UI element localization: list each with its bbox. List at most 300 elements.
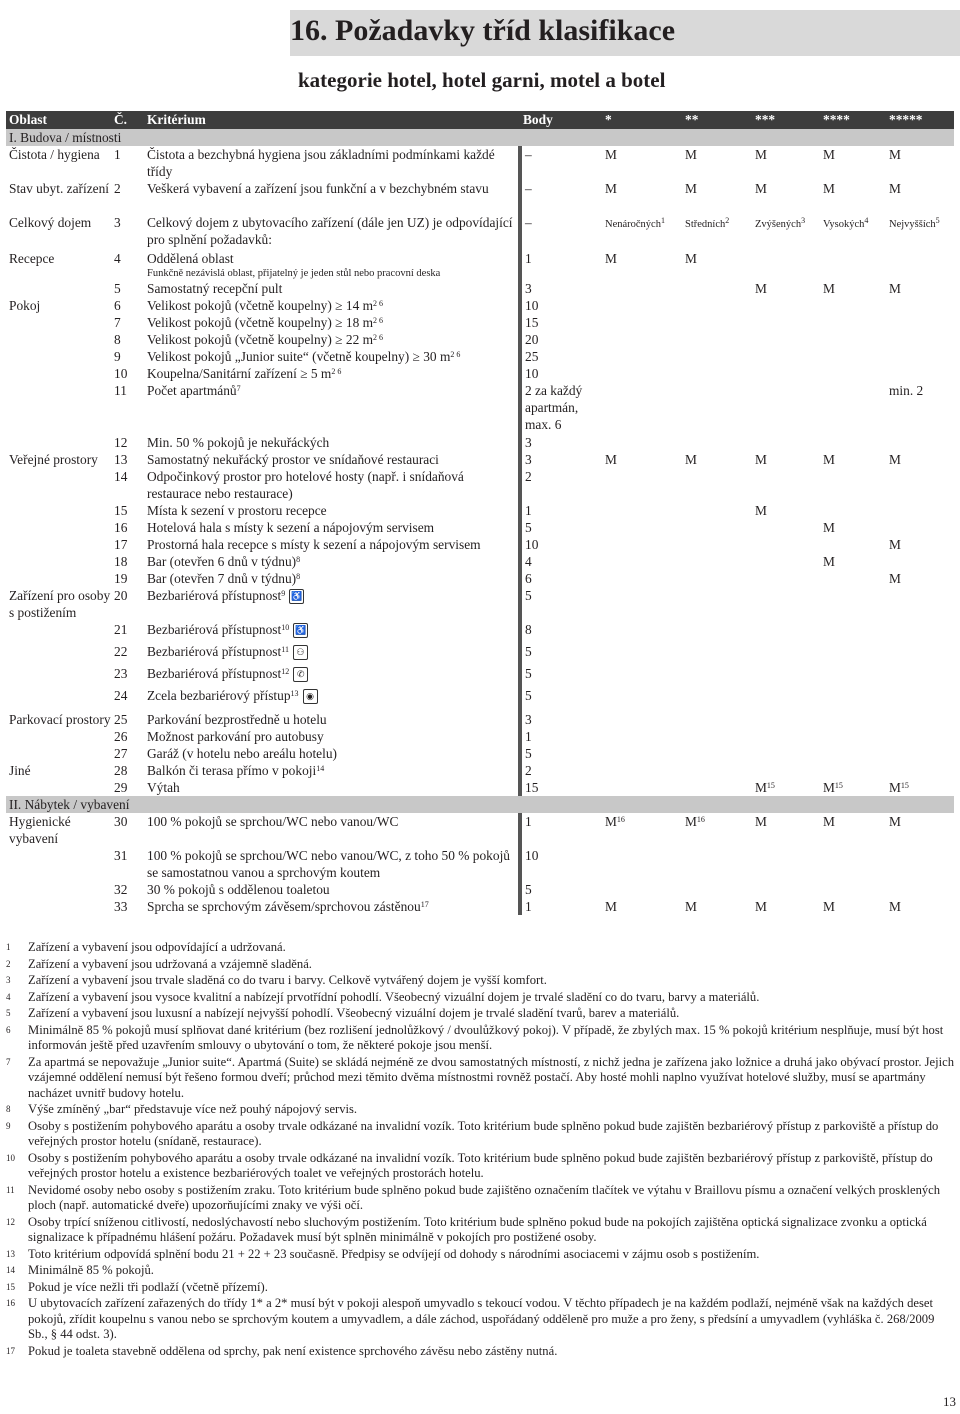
cell-body	[520, 250, 602, 280]
cell-body	[520, 779, 602, 796]
cell-value: 10	[525, 537, 539, 552]
col-header: Č.	[111, 111, 144, 129]
cell-s3	[752, 687, 820, 711]
cell-s4	[820, 728, 886, 745]
cell-value: 33	[114, 899, 128, 914]
footnote-number: 16	[6, 1298, 15, 1308]
footnote-ref: 8	[296, 572, 301, 581]
criterion-text: Bezbariérová přístupnost	[147, 644, 282, 659]
cell-value: 12	[114, 435, 128, 450]
footnote	[6, 1183, 954, 1214]
footnote	[6, 1151, 954, 1182]
cell-s4	[820, 643, 886, 665]
chapter-title-bar	[290, 10, 960, 56]
cell-krit	[144, 687, 520, 711]
cell-s2	[682, 451, 752, 468]
cell-s2	[682, 587, 752, 621]
cell-value: 10	[525, 298, 539, 313]
footnote-ref: 14	[316, 764, 325, 773]
cell-value: M	[889, 571, 901, 586]
cell-value: 15	[525, 780, 539, 795]
table-row	[6, 314, 954, 331]
cell-oblast	[6, 728, 111, 745]
cell-s2	[682, 745, 752, 762]
cell-value: 32	[114, 882, 128, 897]
cell-no	[111, 468, 144, 502]
cell-s2	[682, 214, 752, 250]
criterion-text: Oddělená oblast	[147, 251, 234, 266]
cell-value: 20	[525, 332, 539, 347]
cell-s1	[602, 434, 682, 451]
cell-no	[111, 382, 144, 434]
cell-value: Čistota / hygiena	[9, 147, 100, 162]
footnote-number: 15	[6, 1281, 15, 1292]
cell-no	[111, 214, 144, 250]
criterion-text: Veškerá vybavení a zařízení jsou funkční a v bezchybném stavu	[147, 181, 489, 196]
cell-value: 14	[114, 469, 128, 484]
table-row	[6, 687, 954, 711]
cell-s5	[886, 180, 954, 214]
cell-s4	[820, 382, 886, 434]
cell-s3	[752, 451, 820, 468]
cell-no	[111, 621, 144, 643]
criterion-text: Počet apartmánů	[147, 383, 237, 398]
footnote-number: 6	[6, 1024, 11, 1035]
cell-no	[111, 643, 144, 665]
criterion-text: Místa k sezení v prostoru recepce	[147, 503, 327, 518]
cell-s1	[602, 297, 682, 314]
cell-value: 21	[114, 622, 128, 637]
cell-s2	[682, 502, 752, 519]
cell-value: 1	[525, 729, 532, 744]
table-row	[6, 348, 954, 365]
cell-value: Hygienické vybavení	[9, 814, 71, 846]
cell-body	[520, 728, 602, 745]
cell-value: M	[889, 899, 901, 914]
cell-s1	[602, 728, 682, 745]
cell-no	[111, 451, 144, 468]
cell-s1	[602, 365, 682, 382]
cell-body	[520, 146, 602, 180]
cell-s3	[752, 643, 820, 665]
cell-s5	[886, 881, 954, 898]
cell-s2	[682, 779, 752, 796]
cell-no	[111, 536, 144, 553]
footnote-ref: 16	[616, 815, 625, 824]
cell-krit	[144, 365, 520, 382]
table-row	[6, 745, 954, 762]
cell-s4	[820, 587, 886, 621]
cell-s5	[886, 762, 954, 779]
cell-s3	[752, 382, 820, 434]
cell-body	[520, 687, 602, 711]
cell-value: 26	[114, 729, 128, 744]
cell-no	[111, 502, 144, 519]
footnote-text: Minimálně 85 % pokojů musí splňovat dané kritérium (bez rozlišení jednolůžkový / dvoulůžkový pokoj). V případě, že zbylých max. 15 % pokojů kritérium nesplňuje, musí být host informován ještě před uzavřením smlouvy o ubytování o tom, že některé pokoje jsou menší.	[28, 1022, 944, 1052]
cell-body	[520, 665, 602, 687]
criterion-text: Sprcha se sprchovým závěsem/sprchovou zástěnou	[147, 899, 421, 914]
criterion-text: Zcela bezbariérový přístup	[147, 688, 291, 703]
footnote-text: Zařízení a vybavení jsou luxusní a nabízejí nejvyšší pohodlí. Všeobecný vizuální dojem je trvalé sladění tvarů, barev a materiálů.	[28, 1006, 680, 1020]
footnote-text: Osoby s postižením pohybového aparátu a osoby trvale odkázané na invalidní vozík. Toto kritérium bude splněno pokud bude zajištěn bezbariérový přístup z parkoviště a přístup do veřejných prostor hotelu (snídaně, restaurace).	[28, 1118, 939, 1148]
cell-s5	[886, 331, 954, 348]
cell-s1	[602, 745, 682, 762]
criterion-text: Možnost parkování pro autobusy	[147, 729, 324, 744]
cell-oblast	[6, 502, 111, 519]
cell-oblast	[6, 331, 111, 348]
footnote-ref: 10	[281, 623, 290, 632]
footnote-number: 8	[6, 1104, 11, 1114]
footnote-text: Výše zmíněný „bar“ představuje více než pouhý nápojový servis.	[28, 1102, 358, 1116]
cell-s3	[752, 553, 820, 570]
cell-value: Recepce	[9, 251, 55, 266]
footnote	[6, 1263, 954, 1279]
cell-value: 15	[114, 503, 128, 518]
criterion-text: Bezbariérová přístupnost	[147, 622, 282, 637]
footnote-ref: 15	[766, 781, 775, 790]
cell-value: Pokoj	[9, 298, 41, 313]
footnote-ref: 9	[281, 589, 286, 598]
cell-value: 7	[114, 315, 121, 330]
footnote	[6, 990, 954, 1006]
cell-value: 8	[114, 332, 121, 347]
table-row	[6, 502, 954, 519]
footnote	[6, 1296, 954, 1343]
table-row	[6, 434, 954, 451]
criterion-text: Čistota a bezchybná hygiena jsou základními podmínkami každé třídy	[147, 147, 495, 179]
cell-s1	[602, 536, 682, 553]
cell-s5	[886, 728, 954, 745]
table-row	[6, 570, 954, 587]
table-row	[6, 451, 954, 468]
col-header: *	[602, 111, 682, 129]
table-row	[6, 297, 954, 314]
cell-s4	[820, 745, 886, 762]
footnote-ref: 16	[696, 815, 705, 824]
cell-value: 1	[525, 503, 532, 518]
criterion-text: Hotelová hala s místy k sezení a nápojovým servisem	[147, 520, 435, 535]
cell-s5	[886, 536, 954, 553]
cell-value: M	[755, 181, 767, 196]
cell-s4	[820, 180, 886, 214]
table-row	[6, 536, 954, 553]
cell-s5	[886, 711, 954, 728]
table-row	[6, 250, 954, 280]
cell-s5	[886, 451, 954, 468]
cell-value: 2	[114, 181, 121, 196]
cell-s2	[682, 331, 752, 348]
cell-value: 16	[114, 520, 128, 535]
cell-value: 4	[114, 251, 121, 266]
table-row	[6, 180, 954, 214]
cell-s2	[682, 536, 752, 553]
cell-s4	[820, 468, 886, 502]
cell-s2	[682, 643, 752, 665]
cell-s5	[886, 813, 954, 847]
cell-body	[520, 711, 602, 728]
cell-body	[520, 502, 602, 519]
cell-s1	[602, 146, 682, 180]
footnote-ref: 8	[296, 555, 301, 564]
cell-body	[520, 180, 602, 214]
footnote-text: Za apartmá se nepovažuje „Junior suite“. Apartmá (Suite) se skládá nejméně ze dvou samostatných místností, z nichž jedna je zařízena jako ložnice a druhá jako obývací prostor. Jejich vzájemné oddělení nemusí být řešeno formou dveří; průchod mezi těmito dvěma místnostmi rovněž postačí. Aby hosté mohli naplno využívat hotelové služby, musí se apartmány nacházet uvnitř budovy hotelu.	[28, 1054, 955, 1100]
cell-s3	[752, 519, 820, 536]
cell-s2	[682, 468, 752, 502]
cell-body	[520, 643, 602, 665]
table-row	[6, 665, 954, 687]
cell-value: M	[605, 251, 617, 266]
cell-value: 22	[114, 644, 128, 659]
cell-s4	[820, 451, 886, 468]
cell-oblast	[6, 250, 111, 280]
footnote-text: Minimálně 85 % pokojů.	[28, 1263, 154, 1277]
cell-value: 27	[114, 746, 128, 761]
footnote	[6, 1006, 954, 1022]
footnote-ref: 13	[290, 689, 299, 698]
cell-value: 11	[114, 383, 127, 398]
cell-s3	[752, 502, 820, 519]
cell-value: 10	[525, 848, 539, 863]
table-row	[6, 779, 954, 796]
footnote-ref: 2 6	[450, 350, 461, 359]
table-row	[6, 146, 954, 180]
cell-s4	[820, 434, 886, 451]
footnote	[6, 1247, 954, 1263]
cell-s2	[682, 250, 752, 280]
footnote-number: 17	[6, 1345, 15, 1356]
cell-s4	[820, 348, 886, 365]
table-row	[6, 621, 954, 643]
footnote-ref: 4	[864, 216, 869, 225]
cell-value: 18	[114, 554, 128, 569]
cell-value: 5	[114, 281, 121, 296]
cell-s3	[752, 331, 820, 348]
cell-value: Nenáročných	[605, 219, 661, 230]
footnote	[6, 1023, 954, 1054]
table-row	[6, 847, 954, 881]
cell-s5	[886, 847, 954, 881]
cell-value: –	[525, 215, 532, 230]
cell-body	[520, 898, 602, 915]
cell-value: 5	[525, 588, 532, 603]
cell-body	[520, 365, 602, 382]
criterion-text: Bar (otevřen 6 dnů v týdnu)	[147, 554, 297, 569]
cell-s1	[602, 665, 682, 687]
cell-s4	[820, 314, 886, 331]
cell-value: M	[605, 181, 617, 196]
cell-value: M	[605, 899, 617, 914]
cell-s4	[820, 553, 886, 570]
cell-oblast	[6, 687, 111, 711]
criterion-text: Velikost pokojů (včetně koupelny) ≥ 18 m	[147, 315, 374, 330]
cell-s5	[886, 297, 954, 314]
criterion-text: Balkón či terasa přímo v pokoji	[147, 763, 317, 778]
cell-oblast	[6, 348, 111, 365]
cell-s4	[820, 502, 886, 519]
cell-krit	[144, 728, 520, 745]
cell-value: M	[755, 899, 767, 914]
cell-value: 2	[525, 469, 532, 484]
cell-value: Veřejné prostory	[9, 452, 98, 467]
cell-no	[111, 762, 144, 779]
cell-s2	[682, 570, 752, 587]
table-row	[6, 331, 954, 348]
cell-s4	[820, 762, 886, 779]
table-row	[6, 711, 954, 728]
cell-krit	[144, 621, 520, 643]
cell-value: –	[525, 181, 532, 196]
cell-oblast	[6, 519, 111, 536]
cell-oblast	[6, 146, 111, 180]
cell-s2	[682, 382, 752, 434]
cell-value: 1	[114, 147, 121, 162]
cell-s4	[820, 687, 886, 711]
cell-value: M	[823, 899, 835, 914]
cell-krit	[144, 348, 520, 365]
footnote-text: Zařízení a vybavení jsou udržovaná a vzájemně sladěná.	[28, 956, 312, 971]
cell-krit	[144, 665, 520, 687]
cell-no	[111, 745, 144, 762]
cell-s4	[820, 881, 886, 898]
cell-s1	[602, 687, 682, 711]
cell-value: M	[755, 780, 767, 795]
footnote-ref: 2	[725, 216, 730, 225]
cell-s5	[886, 434, 954, 451]
footnote-ref: 15	[834, 781, 843, 790]
cell-s3	[752, 180, 820, 214]
col-header: Body	[520, 111, 602, 129]
cell-value: M	[605, 147, 617, 162]
cell-s5	[886, 250, 954, 280]
criterion-text: Bezbariérová přístupnost	[147, 666, 282, 681]
cell-body	[520, 553, 602, 570]
cell-s3	[752, 314, 820, 331]
cell-s2	[682, 898, 752, 915]
footnote-text: Pokud je toaleta stavebně oddělena od sprchy, pak není existence sprchového závěsu nebo zástěny nutná.	[28, 1343, 558, 1358]
cell-s2	[682, 314, 752, 331]
cell-value: Středních	[685, 219, 726, 230]
cell-body	[520, 570, 602, 587]
cell-s3	[752, 898, 820, 915]
cell-value: M	[685, 452, 697, 467]
cell-oblast	[6, 813, 111, 847]
cell-krit	[144, 314, 520, 331]
footnote-ref: 15	[900, 781, 909, 790]
cell-value: 1	[525, 251, 532, 266]
cell-no	[111, 146, 144, 180]
cell-no	[111, 570, 144, 587]
footnote	[6, 1344, 954, 1360]
cell-s5	[886, 502, 954, 519]
cell-oblast	[6, 665, 111, 687]
cell-value: 19	[114, 571, 128, 586]
table-row	[6, 728, 954, 745]
cell-s4	[820, 536, 886, 553]
cell-s1	[602, 348, 682, 365]
footnote-text: Osoby trpící sníženou citlivostí, nedoslýchavostí nebo sluchovým postižením. Toto kritérium bude splněno pokud bude na pokojích zajištěna optická signalizace zvonku a optická signalizace k případnému hlášení požáru. Požadavek musí být splněn minimálně v pokojích pro postižené osoby.	[28, 1214, 927, 1244]
cell-no	[111, 434, 144, 451]
cell-krit	[144, 280, 520, 297]
cell-s3	[752, 813, 820, 847]
cell-s1	[602, 587, 682, 621]
footnote-number: 5	[6, 1008, 11, 1018]
footnote-ref: 17	[420, 900, 429, 909]
footnote	[6, 1215, 954, 1246]
cell-value: M	[889, 537, 901, 552]
cell-body	[520, 847, 602, 881]
cell-krit	[144, 502, 520, 519]
cell-value: M	[685, 251, 697, 266]
table-row	[6, 762, 954, 779]
cell-krit	[144, 643, 520, 665]
footnote-number: 14	[6, 1265, 15, 1275]
cell-s5	[886, 214, 954, 250]
cell-oblast	[6, 314, 111, 331]
cell-s4	[820, 847, 886, 881]
cell-krit	[144, 434, 520, 451]
table-row	[6, 468, 954, 502]
cell-no	[111, 331, 144, 348]
cell-s3	[752, 146, 820, 180]
cell-value: M	[755, 503, 767, 518]
cell-s1	[602, 451, 682, 468]
cell-s4	[820, 711, 886, 728]
cell-value: 23	[114, 666, 128, 681]
footnote	[6, 1055, 954, 1102]
cell-value: 15	[525, 315, 539, 330]
cell-value: 5	[525, 746, 532, 761]
cell-oblast	[6, 643, 111, 665]
cell-s3	[752, 280, 820, 297]
criterion-text: 100 % pokojů se sprchou/WC nebo vanou/WC	[147, 814, 399, 829]
cell-value: M	[755, 452, 767, 467]
cell-krit	[144, 146, 520, 180]
cell-no	[111, 711, 144, 728]
cell-krit	[144, 762, 520, 779]
cell-no	[111, 813, 144, 847]
cell-s2	[682, 881, 752, 898]
cell-s4	[820, 898, 886, 915]
cell-value: 1	[525, 814, 532, 829]
cell-value: M	[823, 147, 835, 162]
cell-s3	[752, 728, 820, 745]
footnote-text: Toto kritérium odpovídá splnění bodu 21 + 22 + 23 současně. Předpisy se odvíjejí od dohody s národními asociacemi v zájmu osob s postižením.	[28, 1246, 760, 1261]
cell-krit	[144, 468, 520, 502]
cell-oblast	[6, 365, 111, 382]
cell-no	[111, 847, 144, 881]
cell-s1	[602, 214, 682, 250]
cell-s1	[602, 711, 682, 728]
cell-s2	[682, 434, 752, 451]
criterion-text: Garáž (v hotelu nebo areálu hotelu)	[147, 746, 337, 761]
cell-value: Parkovací prostory	[9, 712, 111, 727]
cell-s3	[752, 468, 820, 502]
criterion-text: Výtah	[147, 780, 180, 795]
page-subtitle: kategorie hotel, hotel garni, motel a botel	[298, 68, 666, 92]
cell-s1	[602, 280, 682, 297]
cell-s2	[682, 553, 752, 570]
cell-oblast	[6, 553, 111, 570]
footnote	[6, 957, 954, 973]
cell-s1	[602, 180, 682, 214]
criterion-text: 100 % pokojů se sprchou/WC nebo vanou/WC, z toho 50 % pokojů se samostatnou vanou a sprchovým koutem	[147, 848, 510, 880]
cell-no	[111, 587, 144, 621]
cell-s5	[886, 665, 954, 687]
cell-no	[111, 297, 144, 314]
cell-value: M	[823, 814, 835, 829]
cell-krit	[144, 587, 520, 621]
cell-s1	[602, 468, 682, 502]
